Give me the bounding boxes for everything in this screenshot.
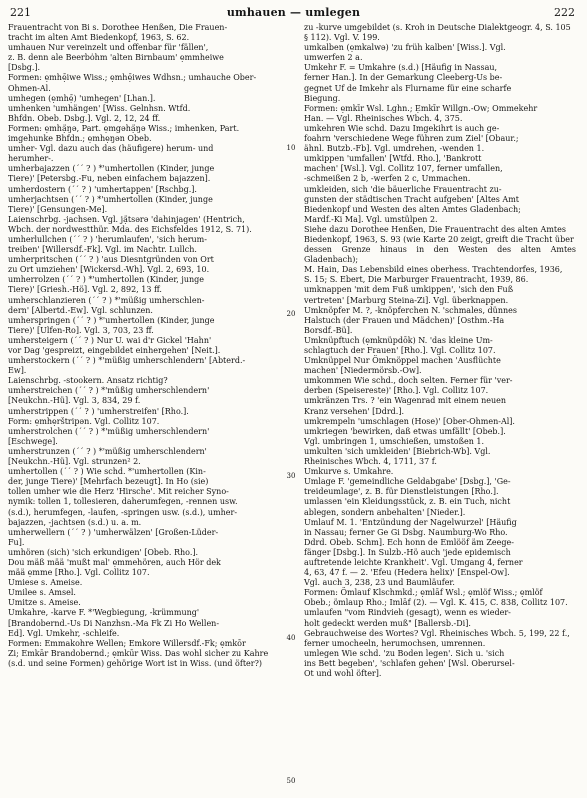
text-line: umherjachtsen (ˊˊ ? ) *'umhertollen (Kinder, junge bbox=[8, 194, 213, 204]
text-line: gunsten der städtischen Tracht aufgeben' [Altes Amt bbox=[304, 194, 519, 204]
line-number: 50 bbox=[286, 777, 296, 785]
text-line: der, junge Tiere)' [Mehrfach bezeugt]. In Ho (sie) bbox=[8, 477, 209, 487]
text-line: umhertollen (ˊˊ ? ) Wie schd. *'umhertollen (Kin- bbox=[8, 467, 206, 477]
line-number: 30 bbox=[286, 472, 296, 480]
text-line: machen' [Wsl.]. Vgl. Collitz 107, ferner umfallen, bbox=[304, 164, 503, 174]
text-line: umlegen Wie schd. 'zu Boden legen'. Sich u. 'sich bbox=[304, 648, 505, 658]
text-line: umhenken 'umhängen' [Wiss. Gelnhsn. Wtfd. bbox=[8, 103, 191, 113]
text-line: umherdostern (ˊˊ ? ) 'umhertappen' [Rschbg.]. bbox=[8, 184, 197, 194]
text-line: ins Bett begeben', 'schlafen gehen' [Wsl. Oberursel- bbox=[304, 658, 515, 668]
text-line: Biedenkopf und Westen des alten Amtes Gladenbach; bbox=[304, 204, 521, 214]
line-number: 20 bbox=[286, 310, 296, 318]
text-line: umherstrunzen (ˊˊ ? ) *'müßig umherschlendern' bbox=[8, 446, 207, 456]
text-line: Han. — Vgl. Rheinisches Wbch. 4, 375. bbox=[304, 113, 463, 123]
text-line: umkränzen Trs. ? 'ein Wagenrad mit einem neuen bbox=[304, 396, 507, 406]
left-column bbox=[8, 23, 280, 669]
text-line: umherpritschen (ˊˊ ? ) 'aus Diesntgründen von Ort bbox=[8, 255, 214, 265]
text-line: gegnet Uf de Imkehr als Flurname für eine scharfe bbox=[304, 83, 512, 93]
text-line: Ed]. Vgl. Umkehr, -schleife. bbox=[8, 628, 120, 638]
text-line: Umlage F. 'gemeindliche Geldabgabe' [Dsbg.], 'Ge- bbox=[304, 477, 511, 487]
text-line: imgehunke Bhfdn.; ẹmhẹŋən Obeb. bbox=[8, 134, 152, 144]
text-line: mää ẹmme [Rho.]. Vgl. Collitz 107. bbox=[8, 568, 150, 578]
text-line: umkippen 'umfallen' [Wtfd. Rho.], 'Bankrott bbox=[304, 154, 482, 164]
text-line: umherlullchen (ˊˊ ? ) 'herumlaufen', 'sich herum- bbox=[8, 234, 207, 244]
text-line: umlaufen "vom Rindvieh (gesagt), wenn es wieder- bbox=[304, 608, 511, 618]
text-line: Siehe dazu Dorothee Henßen, Die Frauentracht des alten Amtes bbox=[304, 224, 566, 234]
text-line: umkrempeln 'umschlagen (Hose)' [Ober-Ohmen-Al]. bbox=[304, 416, 515, 426]
text-line: -schmeißen 2 b, -werfen 2 c, Ummachen. bbox=[304, 174, 471, 184]
text-line: Umkahre, -karve F. *'Wegbiegung, -krümmung' bbox=[8, 608, 200, 618]
text-line: Ew]. bbox=[8, 366, 27, 376]
text-line: Tiere)' [Ulfen-Ro]. Vgl. 3, 703, 23 ff. bbox=[8, 325, 154, 335]
text-line: umkehren Wie schd. Dazu Imgekihrt is auch ge- bbox=[304, 123, 500, 133]
text-line: Dou mäß mää 'mußt mal' ẹmmehören, auch Hör dek bbox=[8, 557, 221, 567]
text-line: Formen: ẹmkīr Wsl. Lghn.; Ẹmkīr Willgn.-Ow; Ommekehr bbox=[304, 103, 538, 113]
text-line: tollen umher wie die Herz 'Hirsche'. Mit reicher Syno- bbox=[8, 487, 229, 497]
text-line: Formen: Ömlauf Klschmkd.; ẹmlāf Wsl.; ẹmlöf Wiss.; ẹmlöf bbox=[304, 588, 543, 598]
right-column bbox=[304, 23, 576, 679]
text-line: Umknüppel Nur Ömknöppel machen 'Ausflüchte bbox=[304, 356, 501, 366]
text-line: [Brandobernd.-Us Di Nanzhsn.-Ma Fk Zi Ho Wellen- bbox=[8, 618, 220, 628]
text-line: bajazzen, -jachtsen (s.d.) u. a. m. bbox=[8, 517, 142, 527]
text-line: [Neukchn.-Hü]. Vgl. 3, 834, 29 f. bbox=[8, 396, 141, 406]
text-line: Umknöpfer M. ?, -knöpferchen N. 'schmales, dünnes bbox=[304, 305, 517, 315]
line-number: 40 bbox=[286, 634, 296, 642]
text-line: umkriegen 'bewirken, daß etwas umfällt' [Obeb.]. bbox=[304, 426, 506, 436]
text-line: Borsdf.-Bü]. bbox=[304, 325, 353, 335]
text-line: Zi; Emkār Brandobernd.; ẹmkūr Wiss. Das wohl sicher zu Kahre bbox=[8, 648, 269, 658]
text-line: Umiese s. Ameise. bbox=[8, 578, 83, 588]
text-line: Mardf.-Ki Ma]. Vgl. umstülpen 2. bbox=[304, 214, 438, 224]
text-line: umherbajazzen (ˊˊ ? ) *'umhertollen (Kinder, junge bbox=[8, 164, 215, 174]
text-line: umwerfen 2 a. bbox=[304, 53, 363, 63]
text-line: treiben' [Willersdf.-Fk]. Vgl. im Nachtr. Lullch. bbox=[8, 245, 197, 255]
text-line: umhauen Nur vereinzelt und offenbar für 'fällen', bbox=[8, 43, 209, 53]
text-line: Halstuch (der Frauen und Mädchen)' [Osthm.-Ha bbox=[304, 315, 505, 325]
text-line: holt gedeckt werden muß" [Ballersb.-Di]. bbox=[304, 618, 471, 628]
text-line: Bhfdn. Obeb. Dsbg.]. Vgl. 2, 12, 24 ff. bbox=[8, 113, 161, 123]
text-line: Form: ẹmhẹrštripən. Vgl. Collitz 107. bbox=[8, 416, 160, 426]
text-line: umherspringen (ˊˊ ? ) *'umhertollen (Kinder, junge bbox=[8, 315, 215, 325]
text-line: umlassen 'ein Kleidungsstück, z. B. ein Tuch, nicht bbox=[304, 497, 511, 507]
text-line: Ddrd. Obeb. Schm]. Ech honn de Emlööf äm Zeege- bbox=[304, 537, 514, 547]
text-line: Tiere)' [Griesh.-Hö]. Vgl. 2, 892, 13 ff. bbox=[8, 285, 162, 295]
text-line: schlagtuch der Frauen' [Rho.]. Vgl. Collitz 107. bbox=[304, 346, 496, 355]
text-line: umkalben (ẹmkalwə) 'zu früh kalben' [Wiss.]. Vgl. bbox=[304, 43, 506, 53]
text-line: ferner umocheeln, herumochsen, umrennen. bbox=[304, 638, 486, 648]
text-line: Formen: Emmakohre Wellen; Emkore Willersdf.-Fk; ẹmkōr bbox=[8, 638, 246, 648]
text-line: Ohmen-Al. bbox=[8, 83, 51, 93]
text-line: Umknüpftuch (ẹmknüpdōk) N. 'das kleine Um- bbox=[304, 335, 493, 345]
text-line: umherstockern (ˊˊ ? ) *'müßig umherschlendern' [Abterd.- bbox=[8, 356, 246, 366]
text-line: Frauentracht von Bi s. Dorothee Henßen, Die Frauen- bbox=[8, 23, 228, 32]
text-line: umherstrippen (ˊˊ ? ) 'umherstreifen' [Rho.]. bbox=[8, 406, 189, 416]
text-line: in Nassau; ferner Ge Gi Dsbg. Naumburg-Wo Rho. bbox=[304, 527, 508, 537]
text-line: foahrn 'verschiedene Wege führen zum Ziel' [Obaur.; bbox=[304, 134, 519, 144]
text-line: umhersteigern (ˊˊ ? ) Nur U. wai d'r Gickel 'Hahn' bbox=[8, 335, 212, 345]
text-line: § 112). Vgl. V. 199. bbox=[304, 33, 380, 43]
text-line: umher- Vgl. dazu auch das (häufigere) herum- und bbox=[8, 144, 214, 154]
text-line: (s.d.), herumfegen, -laufen, -springen usw. (s.d.), umher- bbox=[8, 507, 238, 517]
text-line: zu -kurve umgebildet (s. Kroh in Deutsche Dialektgeogr. 4, S. 105 bbox=[304, 23, 571, 32]
text-line: umherstrolchen (ˊˊ ? ) *'müßig umherschlendern' bbox=[8, 426, 210, 436]
text-line: Umitze s. Ameise. bbox=[8, 598, 81, 608]
text-line: Ot und wohl öfter]. bbox=[304, 669, 382, 678]
line-number: 10 bbox=[286, 144, 296, 152]
text-line: Obeb.; ömlaup Rho.; Imlāf (2). — Vgl. K. 415, C. 838, Collitz 107. bbox=[304, 598, 568, 608]
text-line: Formen: ẹmhẹ̄iwe Wiss.; ẹmhẹ̄iwes Wdhsn.; umhauche Ober- bbox=[8, 73, 257, 83]
text-line: ferner Han.]. In der Gemarkung Cleeberg-Us be- bbox=[304, 73, 503, 83]
text-line: Formen: ẹmhạ̈ŋə, Part. ẹmgəhạ̈ŋə Wiss.; imhenken, Part. bbox=[8, 123, 240, 133]
text-line: Vgl. auch 3, 238, 23 und Baumläufer. bbox=[304, 578, 455, 588]
text-line: tracht im alten Amt Biedenkopf, 1963, S. 62. bbox=[8, 33, 190, 43]
text-line: z. B. denn ale Beerbȯhm 'alten Birnbaum' ẹmmheiwe bbox=[8, 53, 224, 63]
text-line: umknappen 'mit dem Fuß umkippen', 'sich den Fuß bbox=[304, 285, 514, 295]
text-line: Umkehr F. = Umkahre (s.d.) [Häufig in Nassau, bbox=[304, 63, 498, 73]
text-line: Umlauf M. 1. 'Entzündung der Nagelwurzel' [Häufig bbox=[304, 517, 517, 527]
text-line: Laienschrbg. -jachsen. Vgl. jạ̈tsərə 'dahinjagen' (Hentrich, bbox=[8, 214, 245, 224]
text-line: (s.d. und seine Formen) gehörige Wort ist in Wiss. (und öfter?) bbox=[8, 658, 263, 668]
text-line: [Eschwege]. bbox=[8, 436, 58, 446]
text-line: herumher-. bbox=[8, 154, 54, 164]
text-line: umhören (sich) 'sich erkundigen' [Obeb. Rho.]. bbox=[8, 547, 199, 557]
text-line: Fu]. bbox=[8, 537, 25, 547]
text-line: zu Ort umziehen' [Wickersd.-Wh]. Vgl. 2, 693, 10. bbox=[8, 265, 210, 275]
text-line: [Dsbg.]. bbox=[8, 63, 41, 73]
text-line: treideumlage', z. B. für Dienstleistungen [Rho.]. bbox=[304, 487, 499, 497]
text-line: umkulten 'sich umkleiden' [Biebrich-Wb]. Vgl. bbox=[304, 446, 491, 456]
text-line: Kranz versehen' [Ddrd.]. bbox=[304, 406, 404, 416]
text-line: Gebrauchweise des Wortes? Vgl. Rheinisches Wbch. 5, 199, 22 f., bbox=[304, 628, 570, 638]
text-line: Umkurve s. Umkahre. bbox=[304, 467, 394, 477]
text-line: machen' [Niedermörsb.-Ow]. bbox=[304, 366, 422, 376]
text-line: dern' [Albertd.-Ew]. Vgl. schlunzen. bbox=[8, 305, 153, 315]
text-line: Rheinisches Wbch. 4, 1711, 37 f. bbox=[304, 457, 437, 467]
right-page-number: 222 bbox=[554, 6, 575, 19]
left-page-number: 221 bbox=[10, 6, 31, 19]
text-line: Tiere)' [Gensungen-Me]. bbox=[8, 204, 108, 214]
text-line: Laienschrbg. -stookern. Ansatz richtig? bbox=[8, 376, 168, 386]
text-line: umkommen Wie schd., doch selten. Ferner für 'ver- bbox=[304, 376, 513, 386]
text-line: nymik: tollen 1, tollesieren, daherumfegen, -rennen usw. bbox=[8, 497, 238, 507]
text-line: auftretende leichte Krankheit'. Vgl. Umgang 4, ferner bbox=[304, 557, 523, 567]
text-line: Tiere)' [Petersbg.-Fu, neben einfachem bajazzen]. bbox=[8, 174, 211, 184]
text-line: Umilee s. Amsel. bbox=[8, 588, 76, 598]
text-line: ablegen, sondern anbehalten' [Nieder.]. bbox=[304, 507, 466, 517]
text-line: S. 15; S. Ebert, Die Marburger Frauentracht, 1939, 86. bbox=[304, 275, 529, 285]
text-line: Biedenkopf, 1963, S. 93 (wie Karte 20 zeigt, greift die Tracht über bbox=[304, 234, 574, 244]
text-line: umhegen (ẹmhẹ̄) 'umhegen' [Lhan.]. bbox=[8, 93, 156, 103]
text-line: umkleiden, sich 'die bäuerliche Frauentracht zu- bbox=[304, 184, 502, 194]
text-line: Vgl. umbringen 1, umschießen, umstoßen 1. bbox=[304, 436, 485, 446]
text-line: Biegung. bbox=[304, 93, 341, 103]
text-line: M. Hain, Das Lebensbild eines oberhess. Trachtendorfes, 1936, bbox=[304, 265, 563, 275]
text-line: umherstreichen (ˊˊ ? ) *'müßig umherschlendern' bbox=[8, 386, 210, 396]
text-line: vertreten' [Marburg Steina-Zi]. Vgl. überknappen. bbox=[304, 295, 509, 305]
text-line: ähnl. Butzb.-Fb]. Vgl. umdrehen, -wenden 1. bbox=[304, 144, 485, 154]
text-line: vor Dag 'gespreizt, eingebildet einhergehen' [Neit.]. bbox=[8, 346, 221, 355]
running-head: umhauen — umlegen bbox=[226, 6, 361, 19]
text-line: umherwellern (ˊˊ ? ) 'umherwälzen' [Großen-Lüder- bbox=[8, 527, 219, 537]
text-line: umherschlanzieren (ˊˊ ? ) *'müßig umherschlen- bbox=[8, 295, 205, 305]
text-line: 4, 63, 47 f. — 2. 'Efeu (Hedera helix)' [Enspel-Ow]. bbox=[304, 568, 510, 578]
text-line: [Neukchn.-Hü]. Vgl. strunzen² 2. bbox=[8, 457, 141, 467]
text-line: umherrolzen (ˊˊ ? ) *'umhertollen (Kinder, junge bbox=[8, 275, 205, 285]
text-line: fänger [Dsbg.]. In Sulzb.-Hö auch 'jede epidemisch bbox=[304, 547, 511, 557]
text-line: derben (Speisereste)' [Rho.]. Vgl. Collitz 107. bbox=[304, 386, 489, 396]
text-line: dessen Grenze hinaus in den Westen des alten Amtes Gladenbach); bbox=[304, 245, 576, 265]
text-line: Wbch. der nordwestthür. Mda. des Eichsfeldes 1912, S. 71). bbox=[8, 224, 252, 234]
